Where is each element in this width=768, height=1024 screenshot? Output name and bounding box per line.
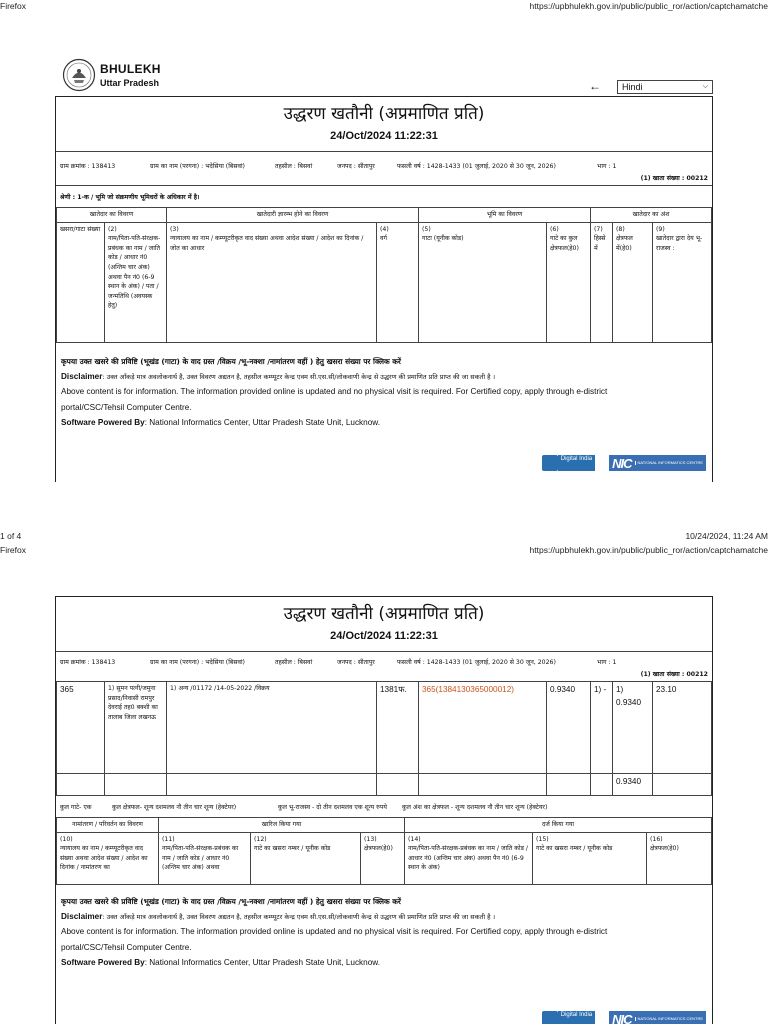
brand-subtitle: Uttar Pradesh [100,78,160,88]
above-content: Above content is for information. The information provided online is updated and no physical visit is required. For Certified copy, apply through e-district [61,387,608,397]
summary-row [56,796,712,817]
summary-area: कुल क्षेत्रफल- शून्य दशमलव नौ तीन चार शून्य (हेक्टेयर) [112,804,237,811]
powered-label: Software Powered By [61,418,145,428]
powered-text: : National Informatics Center, Uttar Pradesh State Unit, Lucknow. [144,418,380,428]
digital-india-logo [542,455,595,471]
page-indicator: 1 of 4 [0,531,22,541]
gram-code: ग्राम क्रमांक : 138413 [60,659,116,666]
click-note: कृपया उक्त खसरे की प्रविष्टि (भूखंड (गाटा) के वाद ग्रस्त /विक्रय /भू-नक्शा /नामांतरण वहीं ) हेतु खसरा संख्या पर क्लिक करें [61,896,401,906]
col-header: (15) गाटे का खसरा नम्बर / यूनीक कोड [533,832,647,884]
khata-number-2 [56,669,712,678]
rajaswa: 23.10 [653,682,712,774]
footer-1 [56,355,712,431]
nic-logo [609,1011,706,1024]
document-page-2 [55,596,713,1024]
nic-logo [609,455,706,471]
browser-name: Firefox [0,1,26,11]
col-header: (8) क्षेत्रफल में(हे0) [613,222,653,342]
summary-gata: कुल गाटे- एक [60,804,92,811]
info-row [56,161,712,170]
disclaimer-label: Disclaimer [61,371,103,381]
col-header: (16) क्षेत्रफल(हे0) [647,832,712,884]
total-row [57,774,712,796]
brand-title: BHULEKH [100,62,161,76]
khata-number [56,173,712,182]
page-url: https://upbhulekh.gov.in/public/public_ror/action/captchamatche [529,1,768,11]
col-header: (13) क्षेत्रफल(हे0) [361,832,405,884]
up-emblem-icon [62,58,96,92]
khata-number-text: (1) खाता संख्या : 00212 [640,175,708,182]
col-header: (9) खातेदार द्वारा देय भू-राजस्व : [653,222,712,342]
fasli-year: फसली वर्ष : 1428-1433 (01 जुलाई, 2020 से 30 जून, 2026) [397,163,556,170]
nic-subtext: NATIONAL INFORMATICS CENTRE [635,461,703,465]
col-header: (11) नाम/पिता-पति-संरक्षक-प्रबंधक का नाम / जाति कोड / आधार नं0 (अन्तिम चार अंक) अथवा [159,832,251,884]
group-header: दर्ज किया गया [405,818,712,833]
total-area: 0.9340 [613,774,653,796]
digital-india-icon [542,455,558,471]
fasli-year: फसली वर्ष : 1428-1433 (01 जुलाई, 2020 से 30 जून, 2026) [397,659,556,666]
digital-india-logo [542,1011,595,1024]
above-content-2: portal/CSC/Tehsil Computer Centre. [61,402,192,412]
tehsil: तहसील : बिसवां [275,659,313,666]
print-datetime: 10/24/2024, 11:24 AM [685,531,768,541]
khatauni-header-table [56,207,712,343]
powered-text: : National Informatics Center, Uttar Pradesh State Unit, Lucknow. [144,958,380,968]
col-header: खसरा/गाटा संख्या [57,222,105,342]
gram-name: ग्राम का नाम (परगना) : भदेसिया (बिसवां) [150,659,245,666]
document-date: 24/Oct/2024 11:22:31 [330,130,438,142]
shreni-text: श्रेणी : 1-क / भूमि जो संक्रमणीय भूमिधरों के अधिकार में है। [60,194,200,201]
gata-area: 0.9340 [547,682,591,774]
mutation-table [56,817,712,885]
document-date-2: 24/Oct/2024 11:22:31 [330,630,438,642]
col-header: (12) गाटे का खसरा नम्बर / यूनीक कोड [251,832,361,884]
nic-text: NIC [612,455,632,471]
col-header: (7) हिस्से में [591,222,613,342]
group-header: भूमि का विवरण [419,208,591,223]
brand [62,58,161,92]
col-header: (14) नाम/पिता-पति-संरक्षक-प्रबंधक का नाम / जाति कोड / आधार नं0 (अन्तिम चार अंक) अथवा पैन नं0 (6-9 स्थान के अंक) [405,832,533,884]
hisse: 1) - [591,682,613,774]
language-select[interactable] [617,80,713,94]
col-header: (10) न्यायालय का नाम / कम्प्यूटरीकृत वाद संख्या अथवा आदेश संख्या / आदेश का दिनांक / नामांतरण का [57,832,159,884]
owner-name: 1) सुमन पत्नी/जमुना प्रसाद/निवासी रामपुर देवराई तह0 बक्शी का तालाब जिला लखनऊ [105,682,167,774]
document-title: उद्धरण खतौनी (अप्रमाणित प्रति) [283,104,485,124]
summary-rajaswa: कुल भू-राजस्व - दो तीन दशमलव एक शून्य रुपये [278,804,387,811]
col-header: (4) वर्ग [377,222,419,342]
janpad: जनपद : सीतापुर [337,659,375,666]
nic-subtext: NATIONAL INFORMATICS CENTRE [635,1017,703,1021]
group-header: नामांतरण / परिवर्तन का विवरण [57,818,159,833]
info-row-2 [56,657,712,666]
digital-india-text: Digital India [558,455,595,471]
powered-label: Software Powered By [61,958,145,968]
col-header: (5) गाटा (यूनीक कोड) [419,222,547,342]
kshetra: 1) 0.9340 [613,682,653,774]
gata-link[interactable]: 365(138413036500001​2) [419,682,547,774]
footer-2 [56,895,712,971]
document-title-2: उद्धरण खतौनी (अप्रमाणित प्रति) [283,604,485,624]
chevron-down-icon: ⌵ [702,83,708,90]
varg: 1381फ. [377,682,419,774]
footer-logos [542,455,706,471]
court-detail: 1) अन्य /01172 /14-05-2022 /विक्रय [167,682,377,774]
disclaimer-text: : उक्त आँकड़े मात्र अवलोकनार्थ है, उक्त विवरण अद्यतन है, तहसील कम्प्यूटर केन्द्र एवम सी.एस.सी/लोकवाणी केन्द्र से उद्धरण की प्रमाणित प्रति प्राप्त की जा सकती है । [102,912,496,921]
col-header: (2) नाम/पिता-पति-संरक्षक-प्रबंधक का नाम / जाति कोड / आधार नं0 (अन्तिम चार अंक) अथवा पैन नं0 (6-9 स्थान के अंक) / पता / जन्मतिथि (अवयस्क हेतु) [105,222,167,342]
footer-logos-2 [542,1011,706,1024]
col-header: (3) न्यायालय का नाम / कम्प्यूटरीकृत वाद संख्या अथवा आदेश संख्या / आदेश का दिनांक / जोत का आधार [167,222,377,342]
shreni [56,186,712,207]
above-content-2: portal/CSC/Tehsil Computer Centre. [61,942,192,952]
disclaimer-label: Disclaimer [61,911,103,921]
document-page-1 [55,96,713,482]
click-note: कृपया उक्त खसरे की प्रविष्टि (भूखंड (गाटा) के वाद ग्रस्त /विक्रय /भू-नक्शा /नामांतरण वहीं ) हेतु खसरा संख्या पर क्लिक करें [61,356,401,366]
bhag: भाग : 1 [597,163,617,170]
digital-india-text: Digital India [558,1011,595,1024]
table-row [57,682,712,774]
gram-name: ग्राम का नाम (परगना) : भदेसिया (बिसवां) [150,163,245,170]
bhag: भाग : 1 [597,659,617,666]
khata-number-text: (1) खाता संख्या : 00212 [640,671,708,678]
khasra-number: 365 [57,682,105,774]
tehsil: तहसील : बिसवां [275,163,313,170]
browser-name-2: Firefox [0,545,26,555]
group-header: खातेदार का अंश [591,208,712,223]
back-arrow-icon[interactable]: ← [589,79,601,93]
col-header: (6) गाटे का कुल क्षेत्रफल(हे0) [547,222,591,342]
nic-text: NIC [612,1011,632,1024]
khatauni-data-table [56,681,712,796]
group-header: खारिज किया गया [159,818,405,833]
group-header: खातेदार का विवरण [57,208,167,223]
digital-india-icon [542,1011,558,1024]
group-header: खातेदारी ज्ञारम्भ होने का विवरण [167,208,419,223]
janpad: जनपद : सीतापुर [337,163,375,170]
language-select-value: Hindi [622,82,643,92]
summary-ansh: कुल अंश का क्षेत्रफल - शून्य दशमलव नौ तीन चार शून्य (हेक्टेयर) [402,804,548,811]
above-content: Above content is for information. The information provided online is updated and no physical visit is required. For Certified copy, apply through e-district [61,927,608,937]
disclaimer-text: : उक्त आँकड़े मात्र अवलोकनार्थ है, उक्त विवरण अद्यतन है, तहसील कम्प्यूटर केन्द्र एवम सी.एस.सी/लोकवाणी केन्द्र से उद्धरण की प्रमाणित प्रति प्राप्त की जा सकती है । [102,372,496,381]
page-url-2: https://upbhulekh.gov.in/public/public_ror/action/captchamatche [529,545,768,555]
gram-code: ग्राम क्रमांक : 138413 [60,163,116,170]
